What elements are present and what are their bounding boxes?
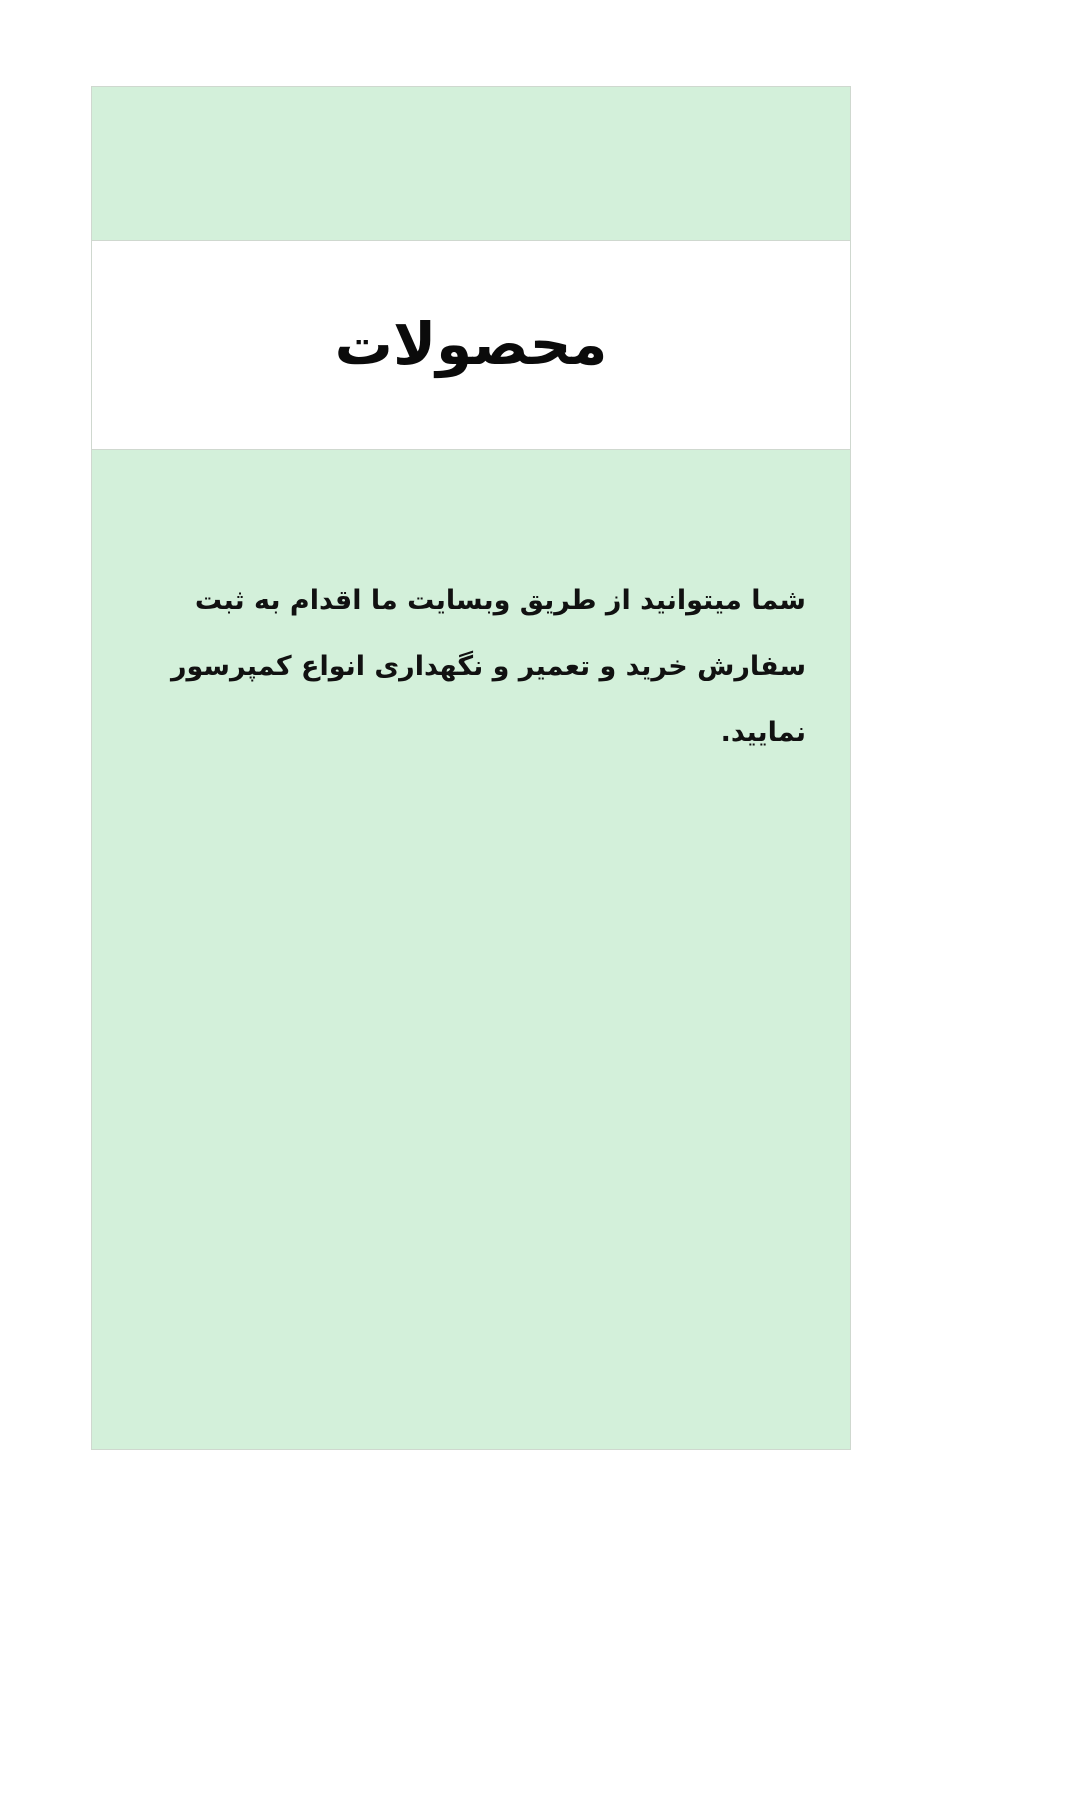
body-paragraph: شما میتوانید از طریق وبسایت ما اقدام به ثبت سفارش خرید و تعمیر و نگهداری انواع کمپرسور نمایید. bbox=[170, 585, 806, 749]
card-top-band bbox=[92, 87, 850, 241]
page-title: محصولات bbox=[334, 310, 608, 379]
title-band bbox=[92, 241, 850, 450]
products-card bbox=[91, 86, 851, 1450]
card-body bbox=[92, 450, 850, 1449]
